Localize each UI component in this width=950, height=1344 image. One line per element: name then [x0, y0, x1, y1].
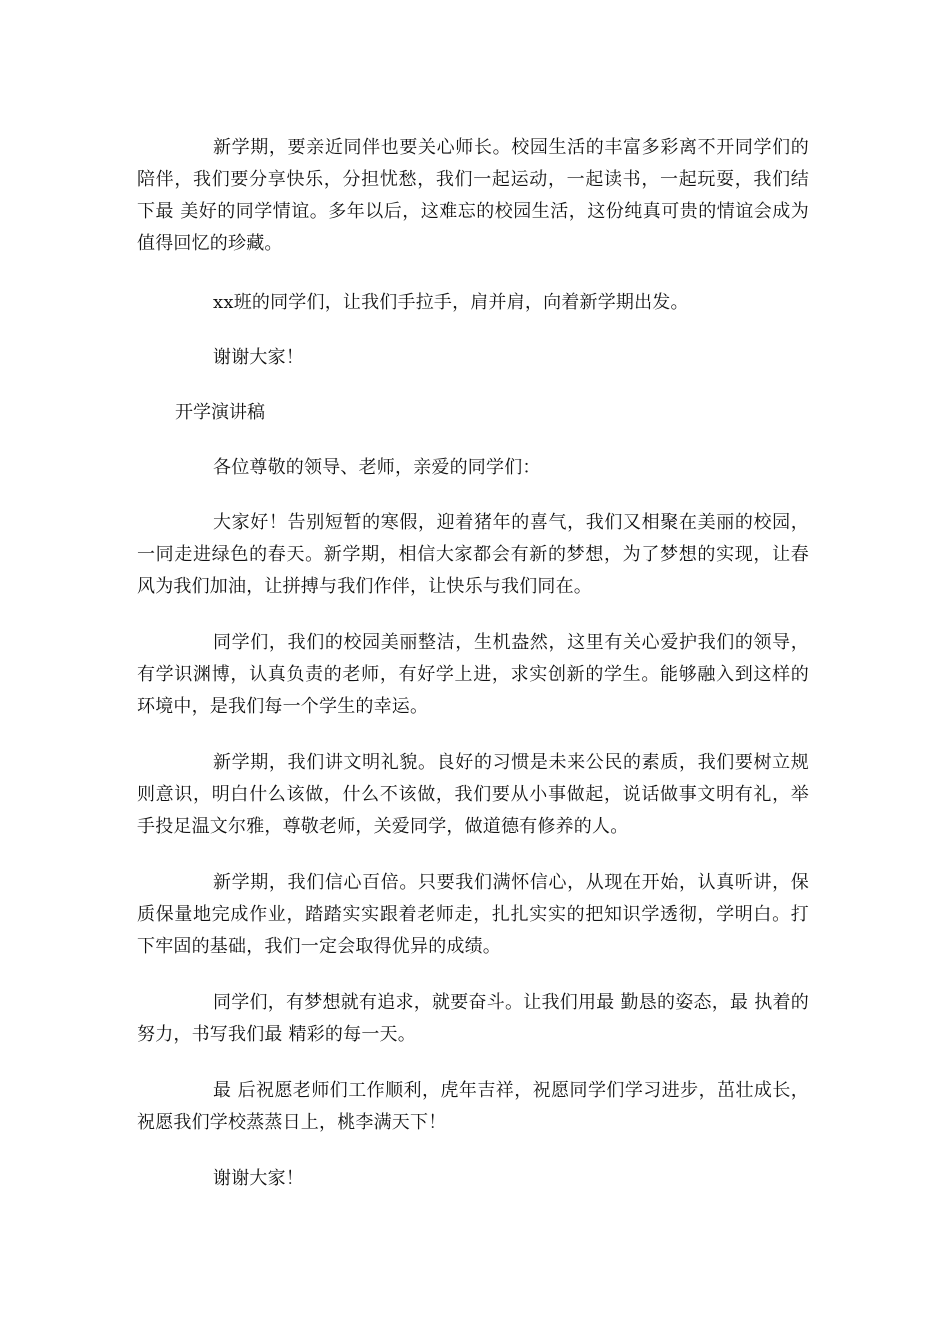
paragraph-salutation: 各位尊敬的领导、老师，亲爱的同学们： — [213, 457, 541, 478]
paragraph-thanks-1: 谢谢大家！ — [213, 347, 304, 368]
paragraph-thanks-2: 谢谢大家！ — [213, 1168, 304, 1189]
paragraph-civility: 新学期，我们讲文明礼貌。良好的习惯是未来公民的素质，我们要树立规则意识，明白什么该做，什么不该做，我们要从小事做起，说话做事文明有礼，举手投足温文尔雅，尊敬老师，关爱同学，做道德有修养的人。 — [137, 752, 809, 837]
paragraph-dreams: 同学们，有梦想就有追求，就要奋斗。让我们用最 勤恳的姿态，最 执着的努力，书写我们最 精彩的每一天。 — [137, 992, 809, 1045]
paragraph-wishes: 最 后祝愿老师们工作顺利，虎年吉祥，祝愿同学们学习进步，茁壮成长，祝愿我们学校蒸蒸日上，桃李满天下！ — [137, 1080, 809, 1133]
section-heading: 开学演讲稿 — [175, 402, 265, 423]
paragraph-greeting: 大家好！告别短暂的寒假，迎着猪年的喜气，我们又相聚在美丽的校园，一同走进绿色的春天。新学期，相信大家都会有新的梦想，为了梦想的实现，让春风为我们加油，让拼搏与我们作伴，让快乐与我们同在。 — [137, 512, 809, 597]
paragraph-confidence: 新学期，我们信心百倍。只要我们满怀信心，从现在开始，认真听讲，保质保量地完成作业，踏踏实实跟着老师走，扎扎实实的把知识学透彻，学明白。打下牢固的基础，我们一定会取得优异的成绩。 — [137, 872, 809, 957]
paragraph-campus: 同学们，我们的校园美丽整洁，生机盎然，这里有关心爱护我们的领导，有学识渊博，认真负责的老师，有好学上进，求实创新的学生。能够融入到这样的环境中，是我们每一个学生的幸运。 — [137, 632, 809, 717]
paragraph-classmates-friendship: 新学期，要亲近同伴也要关心师长。校园生活的丰富多彩离不开同学们的陪伴，我们要分享快乐，分担忧愁，我们一起运动，一起读书，一起玩耍，我们结下最 美好的同学情谊。多年以后，这难忘的校园生活，这份纯真可贵的情谊会成为值得回忆的珍藏。 — [137, 137, 809, 254]
paragraph-class-departure: xx班的同学们，让我们手拉手，肩并肩，向着新学期出发。 — [213, 292, 689, 313]
